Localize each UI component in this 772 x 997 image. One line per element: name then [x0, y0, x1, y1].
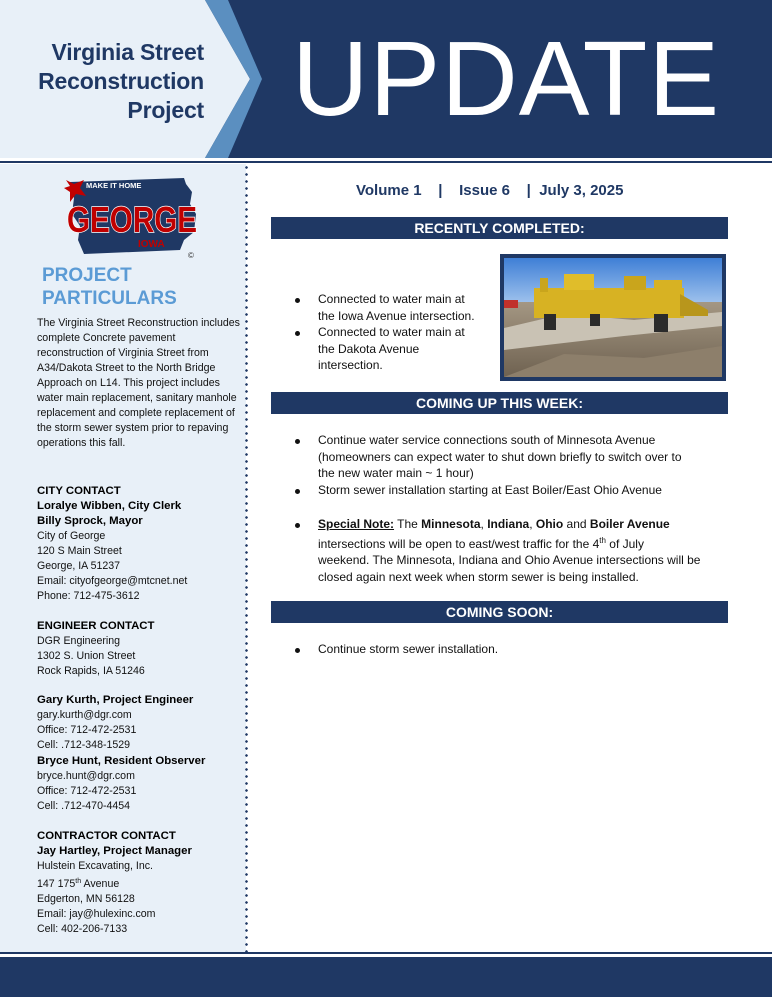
list-item [295, 291, 495, 324]
contact-name: Jay Hartley, Project Manager [37, 845, 192, 857]
special-note-line: closed again next week when storm sewer is being installed. [318, 569, 639, 584]
address-part: Avenue [81, 878, 120, 890]
city-contact-heading: CITY CONTACT [37, 485, 121, 497]
this-week-list [295, 432, 735, 585]
note-text: , [480, 517, 488, 531]
logo-copyright-mark: © [188, 251, 194, 260]
special-note-label: Special Note: [318, 517, 395, 531]
separator: | [438, 182, 443, 199]
particulars-title-line: PROJECT [42, 265, 132, 286]
note-text: The [394, 517, 422, 531]
list-item [295, 432, 735, 482]
project-title [20, 38, 204, 125]
update-heading: UPDATE [292, 20, 721, 138]
contact-line: Rock Rapids, IA 51246 [37, 665, 145, 677]
list-item-text: Storm sewer installation starting at East Boiler/East Ohio Avenue [318, 482, 662, 497]
contact-phone: Office: 712-472-2531 [37, 785, 137, 797]
contractor-contact-heading: CONTRACTOR CONTACT [37, 830, 176, 842]
bullet-icon [295, 331, 300, 336]
logo-name: GEORGE [67, 199, 197, 240]
contact-phone: Cell: 402-206-7133 [37, 923, 128, 935]
contact-name: Bryce Hunt, Resident Observer [37, 755, 206, 767]
special-note-line: weekend. The Minnesota, Indiana and Ohio Avenue intersections will be [318, 553, 701, 567]
project-particulars-title [42, 264, 177, 310]
contractor-contact [37, 829, 237, 937]
contact-phone: Office: 712-472-2531 [37, 724, 137, 736]
coming-up-this-week-header: COMING UP THIS WEEK: [271, 392, 728, 414]
contact-line: 120 S Main Street [37, 545, 122, 557]
sidebar-dotted-divider [245, 164, 248, 952]
street-name: Minnesota [421, 517, 481, 531]
project-title-line: Project [127, 97, 204, 123]
note-text: and [563, 517, 590, 531]
ordinal-suffix: th [599, 535, 606, 545]
particulars-title-line: PARTICULARS [42, 288, 177, 309]
contact-email[interactable]: Email: cityofgeorge@mtcnet.net [37, 575, 188, 587]
issue-date: July 3, 2025 [539, 182, 624, 199]
contact-line: Edgerton, MN 56128 [37, 893, 135, 905]
header-title-panel [0, 0, 250, 158]
list-item [295, 482, 735, 499]
list-item-text: Continue water service connections south of Minnesota Avenue [318, 433, 656, 447]
contact-line: DGR Engineering [37, 635, 121, 647]
contact-email[interactable]: Email: jay@hulexinc.com [37, 908, 156, 920]
header-divider-line [0, 161, 772, 163]
address-part: 147 175 [37, 878, 76, 890]
footer-divider [0, 952, 772, 954]
contact-line: Hulstein Excavating, Inc. [37, 860, 153, 872]
contact-line: 1302 S. Union Street [37, 650, 136, 662]
contact-line: City of George [37, 530, 106, 542]
contact-phone: Cell: .712-348-1529 [37, 739, 131, 751]
list-item-text: the Iowa Avenue intersection. [318, 308, 475, 323]
list-item-text: (homeowners can expect water to shut down briefly to switch over to [318, 449, 682, 464]
note-text: of July [605, 536, 644, 551]
special-note [295, 516, 735, 585]
logo-tagline: MAKE IT HOME [86, 181, 142, 190]
bullet-icon [295, 648, 300, 653]
issue-number: Issue 6 [459, 182, 510, 199]
gary-contact [37, 693, 237, 753]
note-text: , [529, 517, 536, 531]
contact-email[interactable]: bryce.hunt@dgr.com [37, 770, 135, 782]
contact-phone: Cell: .712-470-4454 [37, 800, 131, 812]
engineer-contact-heading: ENGINEER CONTACT [37, 620, 155, 632]
special-note-line [318, 516, 735, 533]
volume-number: Volume 1 [356, 182, 422, 199]
header-banner [0, 0, 772, 158]
project-description: The Virginia Street Reconstruction includes complete Concrete pavement reconstruction of Virginia Street from A34/Dakota Street to the North Bridge Approach on L14. This project includes water main replacement, sanitary manhole replacement and complete replacement of the storm sewer system prior to repaving operations this fall. [37, 317, 240, 449]
project-title-line: Virginia Street [51, 39, 204, 65]
footer-band [0, 957, 772, 997]
coming-soon-header: COMING SOON: [271, 601, 728, 623]
contact-email[interactable]: gary.kurth@dgr.com [37, 709, 132, 721]
separator: | [526, 182, 531, 199]
bullet-icon [295, 298, 300, 303]
street-name: Boiler Avenue [589, 517, 670, 531]
list-item-text: the new water main ~ 1 hour) [318, 466, 474, 480]
bryce-contact [37, 754, 237, 814]
engineer-contact [37, 619, 237, 679]
street-name: Indiana [487, 517, 530, 531]
list-item-text: the Dakota Avenue [318, 341, 420, 356]
george-iowa-logo [64, 174, 202, 262]
bullet-icon [295, 523, 300, 528]
recently-completed-list [295, 291, 495, 374]
list-item-text: Connected to water main at [318, 325, 465, 339]
issue-info [356, 182, 623, 199]
paving-machine-photo [500, 254, 726, 381]
list-item [295, 324, 495, 374]
photo-image [504, 258, 722, 377]
contact-name: Billy Sprock, Mayor [37, 515, 143, 527]
bullet-icon [295, 489, 300, 494]
contact-address [37, 874, 237, 892]
logo-state: IOWA [138, 239, 165, 250]
list-item-text: Connected to water main at [318, 292, 465, 306]
recently-completed-header: RECENTLY COMPLETED: [271, 217, 728, 239]
photo-illustration [504, 258, 722, 377]
contact-phone: Phone: 712-475-3612 [37, 590, 140, 602]
list-item-text: Continue storm sewer installation. [318, 642, 499, 656]
street-name: Ohio [535, 517, 564, 531]
special-note-line [318, 533, 735, 553]
contact-name: Gary Kurth, Project Engineer [37, 694, 194, 706]
list-item [295, 641, 735, 658]
list-item-text: intersection. [318, 358, 383, 372]
contact-name: Loralye Wibben, City Clerk [37, 500, 182, 512]
city-contact [37, 484, 237, 604]
bullet-icon [295, 439, 300, 444]
contact-line: George, IA 51237 [37, 560, 121, 572]
project-title-line: Reconstruction [38, 68, 204, 94]
address-ordinal: th [75, 878, 82, 885]
note-text: intersections will be open to east/west traffic for the 4 [318, 536, 600, 551]
coming-soon-list [295, 641, 735, 658]
logo-graphic [64, 174, 202, 262]
